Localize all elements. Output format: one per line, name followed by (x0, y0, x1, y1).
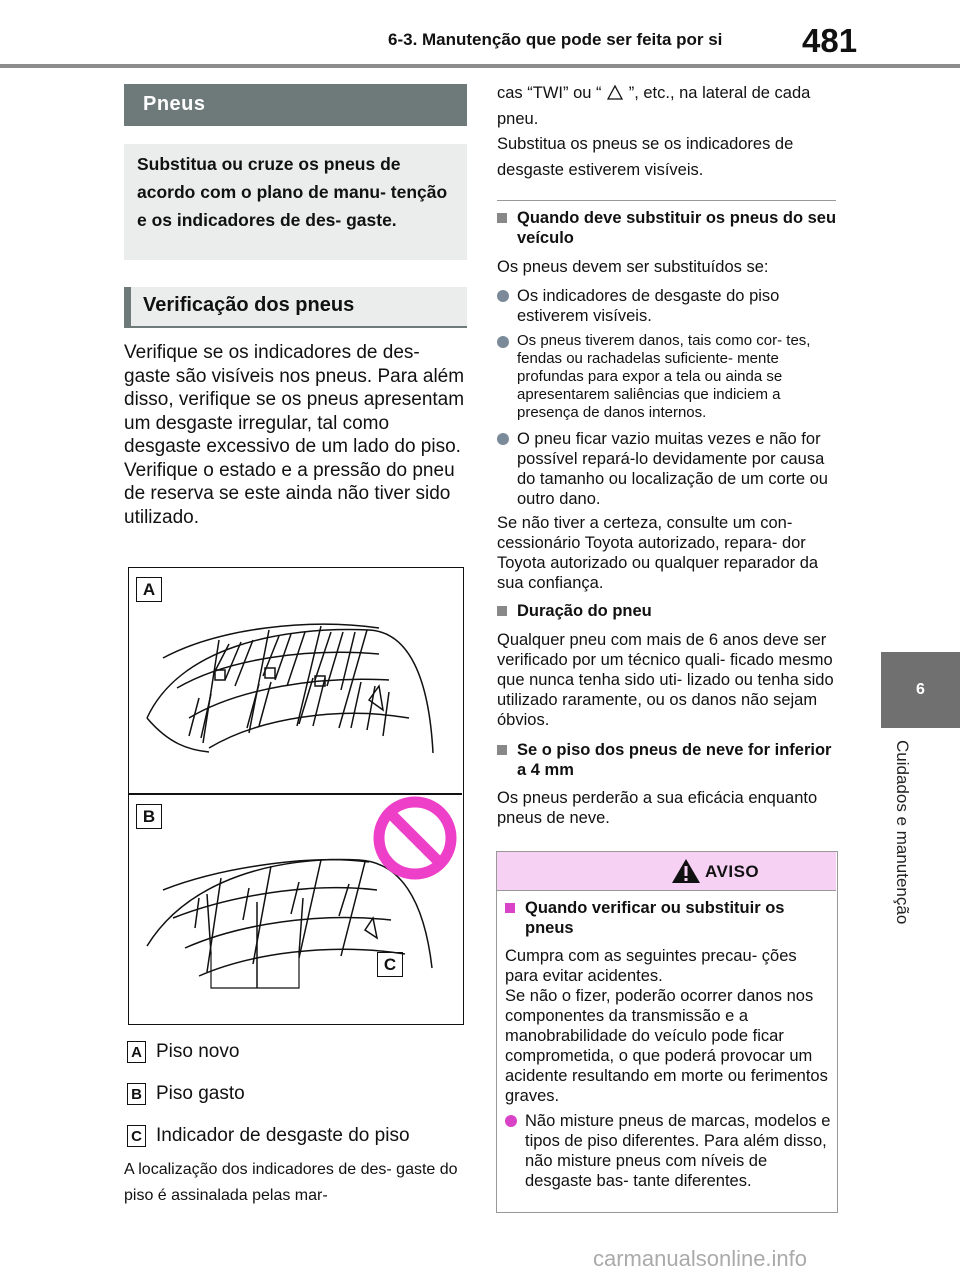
warning-content (505, 898, 831, 1191)
chapter-title: 6-3. Manutenção que pode ser feita por si (388, 30, 723, 49)
warning-header (497, 852, 836, 891)
when-replace-block (497, 208, 842, 593)
tire-life-text: Qualquer pneu com mais de 6 anos deve ser verificado por um técnico quali- ficado mesmo que nunca tenha sido uti- lizado ou tenha sido utilizado raramente, ou os danos não sejam óbvios. (497, 631, 834, 729)
legend-key-c: C (127, 1125, 146, 1147)
legend-item-b (127, 1083, 467, 1107)
tire-tread-figure (128, 567, 464, 1025)
when-replace-item-1-text: Os indicadores de desgaste do piso estiverem visíveis. (517, 287, 780, 325)
body-paragraph-2: Verifique o estado e a pressão do pneu de reserva se este ainda não tiver sido utilizado. (124, 459, 455, 528)
figure-label-a: A (136, 577, 162, 602)
worn-tread-tire-icon (147, 860, 432, 988)
triangle-mark-icon (606, 84, 624, 100)
legend-text-a: Piso novo (156, 1041, 240, 1062)
when-replace-item-3 (497, 429, 842, 509)
chapter-tab: 6 (881, 652, 960, 728)
when-replace-title (497, 208, 842, 248)
when-replace-item-2-text: Os pneus tiverem danos, tais como cor- tes, fendas ou rachadelas suficiente- mente profundas para expor a tela ou ainda se apresentarem saliências que indiciem a presença de danos internos. (517, 332, 811, 421)
warning-text-2: Se não o fizer, poderão ocorrer danos nos componentes da transmissão e a manobrabilidade do veículo pode ficar comprometida, o que poderá provocar um acidente resultando em morte ou ferimentos graves. (505, 987, 828, 1105)
subsection-title: Verificação dos pneus (143, 294, 355, 316)
warning-subtitle-text: Quando verificar ou substituir os pneus (525, 899, 785, 937)
column-divider (497, 200, 836, 201)
when-replace-item-1 (497, 286, 842, 326)
subsection-header (124, 287, 467, 328)
legend-text-c: Indicador de desgaste do piso (156, 1125, 410, 1146)
legend-item-c (127, 1125, 467, 1149)
warning-box (496, 851, 838, 1213)
continued-text-1b: ”, etc., na lateral de cada pneu. (497, 84, 811, 128)
chapter-side-label (882, 740, 922, 970)
tire-life-title (497, 601, 842, 621)
legend-item-a (127, 1041, 467, 1065)
tire-illustration (129, 568, 462, 1023)
snow-tire-title-text: Se o piso dos pneus de neve for inferior a 4 mm (517, 741, 832, 779)
section-title-bar (124, 84, 467, 126)
continued-text-2: Substitua os pneus se os indicadores de desgaste estiverem visíveis. (497, 135, 794, 179)
when-replace-note: Se não tiver a certeza, consulte um con- cessionário Toyota autorizado, repara- dor Toyota autorizado ou qualquer reparador da sua confiança. (497, 514, 819, 592)
when-replace-item-2 (497, 332, 842, 422)
tire-life-title-text: Duração do pneu (517, 602, 652, 620)
warning-text-1: Cumpra com as seguintes precau- ções para evitar acidentes. (505, 947, 797, 985)
snow-tire-text: Os pneus perderão a sua eficácia enquanto pneus de neve. (497, 789, 818, 827)
watermark: carmanualsonline.info (593, 1246, 808, 1271)
when-replace-item-3-text: O pneu ficar vazio muitas vezes e não for possível repará-lo devidamente por causa do tamanho ou localização de um corte ou outro dano. (517, 430, 828, 508)
when-replace-intro: Os pneus devem ser substituídos se: (497, 258, 769, 276)
warning-title: AVISO (705, 862, 760, 881)
header-divider (0, 64, 960, 68)
subsection-body (124, 341, 469, 529)
legend-key-b: B (127, 1083, 146, 1105)
continued-text (497, 80, 842, 132)
figure-label-c: C (377, 952, 403, 977)
snow-tire-block (497, 740, 842, 828)
warning-item-text: Não misture pneus de marcas, modelos e tipos de piso diferentes. Para além disso, não misture pneus com níveis de desgaste bas- tante diferentes. (525, 1112, 831, 1190)
location-note: A localização dos indicadores de des- gaste do piso é assinalada pelas mar- (124, 1161, 458, 1204)
body-paragraph-1: Verifique se os indicadores de des- gaste são visíveis nos pneus. Para além disso, verifique se os pneus apresentam um desgaste irregular, tal como desgaste excessivo de um lado do piso. (124, 342, 465, 457)
warning-subtitle (505, 898, 831, 938)
figure-label-b: B (136, 804, 162, 829)
warning-triangle-icon (671, 858, 701, 884)
continued-text-1: cas “TWI” ou “ (497, 84, 602, 102)
page-number: 481 (802, 22, 858, 59)
new-tread-tire-icon (147, 624, 433, 753)
section-title: Pneus (143, 93, 206, 115)
legend-key-a: A (127, 1041, 146, 1063)
warning-item (505, 1111, 831, 1191)
when-replace-title-text: Quando deve substituir os pneus do seu veículo (517, 209, 837, 247)
section-intro: Substitua ou cruze os pneus de acordo com o plano de manu- tenção e os indicadores de des- gaste. (137, 154, 448, 230)
chapter-side-label-text: Cuidados e manutenção (893, 740, 912, 925)
snow-tire-title (497, 740, 842, 780)
section-intro-box (124, 144, 467, 260)
tire-life-block (497, 601, 842, 730)
legend-text-b: Piso gasto (156, 1083, 245, 1104)
prohibition-icon (379, 802, 451, 874)
